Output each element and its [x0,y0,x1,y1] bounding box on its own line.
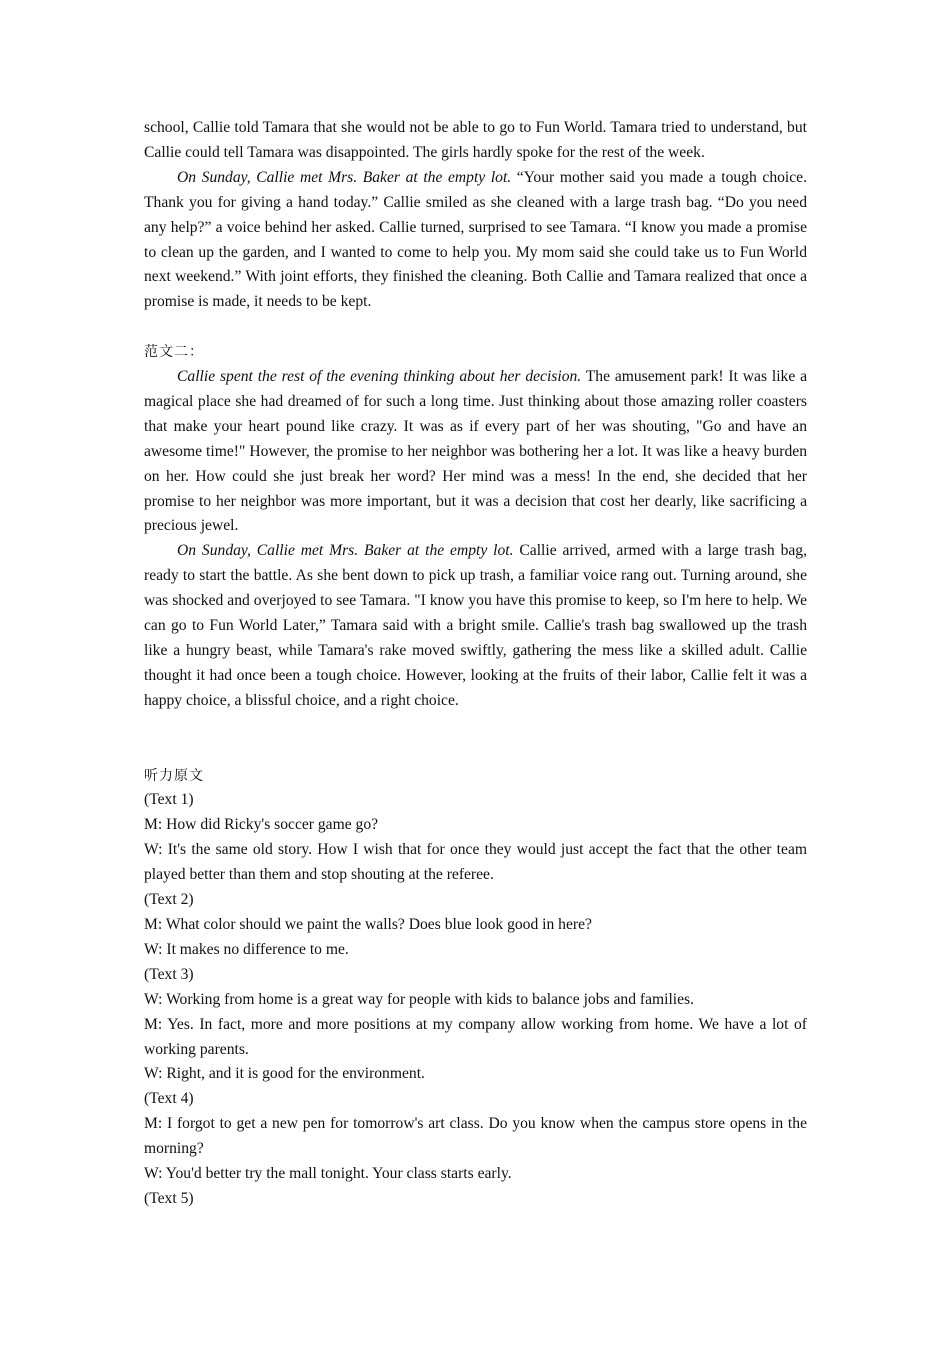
listening-heading: 听力原文 [144,767,204,784]
section-spacer [144,714,807,764]
essay1-paragraph-1: school, Callie told Tamara that she would not be able to go to Fun World. Tamara tried to understand, but Callie could tell Tamara was disappointed. The girls hardly spoke for the rest of the week. [144,119,807,161]
essay2-paragraph-2 [144,539,807,713]
transcript-line: W: You'd better try the mall tonight. Your class starts early. [144,1165,512,1183]
document-page [144,116,807,1212]
transcript-line: W: Right, and it is good for the environment. [144,1065,425,1083]
transcript-line: (Text 3) [144,965,194,983]
transcript-line: M: I forgot to get a new pen for tomorrow's art class. Do you know when the campus store opens in the morning? [144,1115,807,1158]
transcript-line: W: It makes no difference to me. [144,940,349,958]
essay1-paragraph-2-body: “Your mother said you made a tough choice. Thank you for giving a hand today.” Callie smiled as she cleaned with a large trash bag. “Do you need any help?” a voice behind her asked. Callie turned, surprised to see Tamara. “I know you made a promise to clean up the garden, and I wanted to come to help you. My mom said she could take us to Fun World next weekend.” With joint efforts, they finished the cleaning. Both Callie and Tamara realized that once a promise is made, it needs to be kept. [144,168,807,311]
listening-transcript [144,788,807,1211]
essay2-paragraph-2-lead: On Sunday, Callie met Mrs. Baker at the empty lot. [177,542,514,560]
transcript-line: W: It's the same old story. How I wish that for once they would just accept the fact that the other team played better than them and stop shouting at the referee. [144,841,807,884]
essay2-paragraph-1-body: The amusement park! It was like a magical place she had dreamed of for such a long time. Just thinking about those amazing roller coasters that make your heart pound like crazy. It was as if every part of her was shouting, "Go and have an awesome time!" However, the promise to her neighbor was bothering her a lot. It was like a heavy burden on her. How could she just break her word? Her mind was a mess! In the end, she decided that her promise to her neighbor was more important, but it was a decision that cost her dearly, like sacrificing a precious jewel. [144,368,808,535]
transcript-line: M: What color should we paint the walls? Does blue look good in here? [144,915,592,933]
transcript-line: M: Yes. In fact, more and more positions at my company allow working from home. We have a lot of working parents. [144,1015,807,1058]
transcript-line: (Text 4) [144,1090,194,1108]
essay2-heading: 范文二： [144,344,204,361]
transcript-line: (Text 1) [144,791,194,809]
essay2-paragraph-1-lead: Callie spent the rest of the evening thinking about her decision. [177,368,582,386]
transcript-line: M: How did Ricky's soccer game go? [144,816,379,834]
transcript-line: (Text 2) [144,891,194,909]
essay1-paragraph-2 [144,166,807,315]
essay2-paragraph-2-body: Callie arrived, armed with a large trash bag, ready to start the battle. As she bent down to pick up trash, a familiar voice rang out. Turning around, she was shocked and overjoyed to see Tamara. "I know you have this promise to keep, so I'm here to help. We can go to Fun World Later,” Tamara said with a bright smile. Callie's trash bag swallowed up the trash like a hungry beast, while Tamara's rake moved swiftly, gathering the mess like a skilled adult. Callie thought it had once been a tough choice. However, looking at the fruits of their labor, Callie felt it was a happy choice, a blissful choice, and a right choice. [144,542,807,709]
transcript-line: (Text 5) [144,1189,194,1207]
essay1-paragraph-2-lead: On Sunday, Callie met Mrs. Baker at the empty lot. [177,168,512,186]
transcript-line: W: Working from home is a great way for people with kids to balance jobs and families. [144,990,695,1008]
essay2-paragraph-1 [144,365,807,539]
